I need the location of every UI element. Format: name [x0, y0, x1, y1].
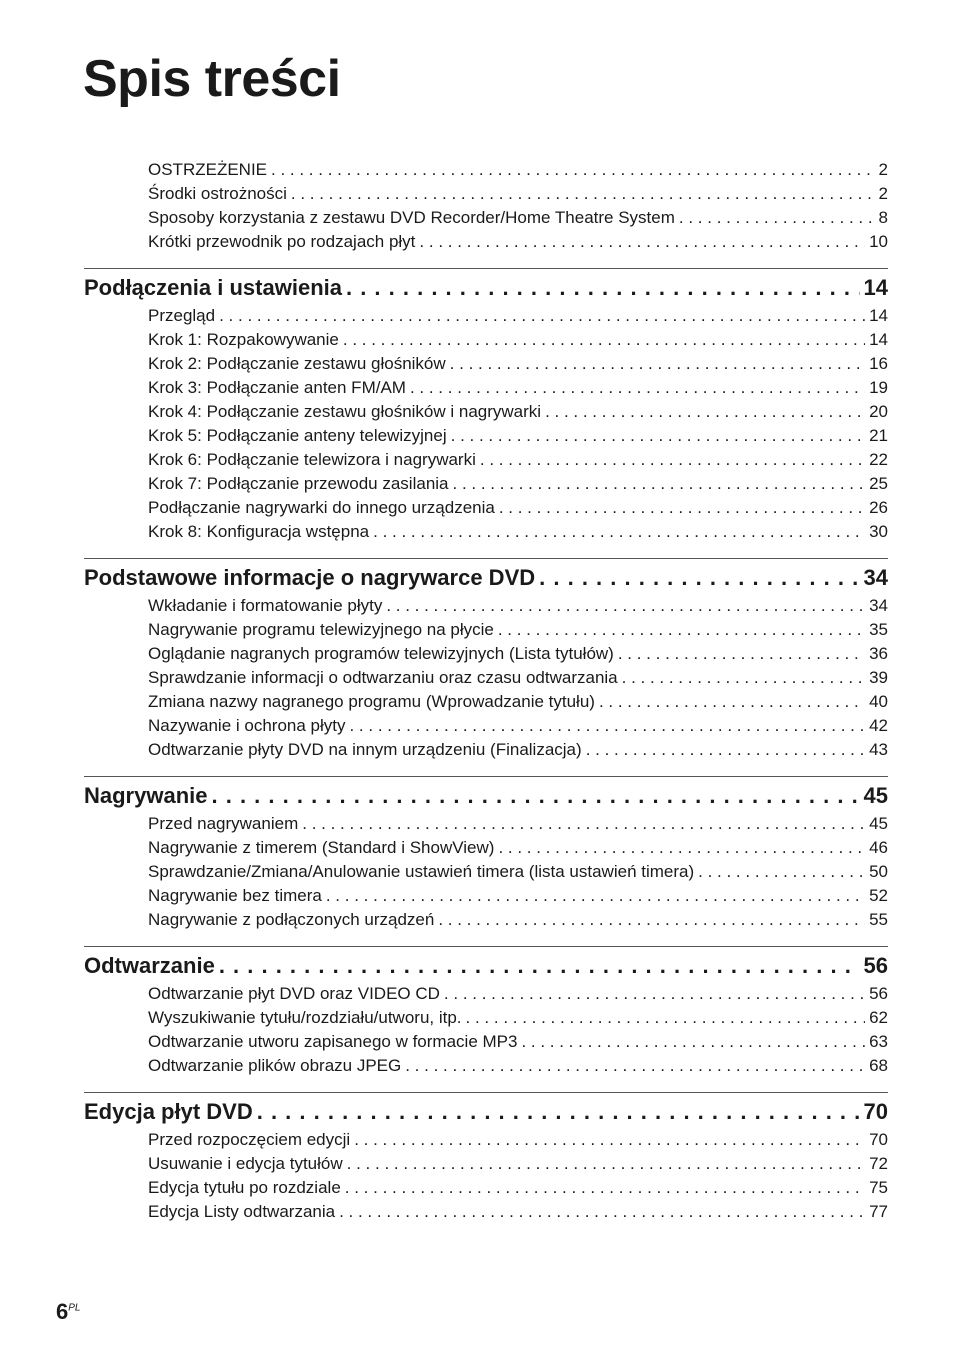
toc-entry-title: Sprawdzanie/Zmiana/Anulowanie ustawień timera (lista ustawień timera)	[148, 862, 695, 881]
toc-entry[interactable]	[84, 520, 888, 544]
toc-entry-page-number: 25	[869, 474, 888, 493]
toc-entry[interactable]	[84, 690, 888, 714]
section-heading-title: Podłączenia i ustawienia	[84, 275, 342, 300]
toc-entry-title: Sposoby korzystania z zestawu DVD Recorder/Home Theatre System	[148, 208, 675, 227]
toc-entry-page-number: 8	[878, 208, 888, 227]
toc-entry-page-number: 36	[869, 644, 888, 663]
toc-entry-title: Krok 7: Podłączanie przewodu zasilania	[148, 474, 449, 493]
language-suffix: PL	[68, 1302, 81, 1314]
section-heading-title: Podstawowe informacje o nagrywarce DVD	[84, 565, 536, 590]
toc-entry-title: Edycja Listy odtwarzania	[148, 1202, 336, 1221]
toc-entry[interactable]	[84, 230, 888, 254]
toc-entry[interactable]	[84, 738, 888, 762]
toc-entry-page-number: 42	[869, 716, 888, 735]
toc-entry-title: Oglądanie nagranych programów telewizyjnych (Lista tytułów)	[148, 644, 614, 663]
toc-entry-title: Nagrywanie programu telewizyjnego na płycie	[148, 620, 494, 639]
toc-entry-page-number: 45	[869, 814, 888, 833]
section-heading-title: Nagrywanie	[84, 783, 208, 808]
toc-entry[interactable]	[84, 1054, 888, 1078]
toc-entry-page-number: 62	[869, 1008, 888, 1027]
dot-leader	[586, 738, 865, 762]
toc-entry-page-number: 34	[869, 596, 888, 615]
toc-entry-page-number: 10	[869, 232, 888, 251]
page-title: Spis treści	[83, 50, 341, 108]
dot-leader	[291, 182, 875, 206]
toc-section	[84, 268, 888, 544]
dot-leader	[545, 400, 865, 424]
toc-entry-page-number: 68	[869, 1056, 888, 1075]
dot-leader	[212, 780, 860, 812]
dot-leader	[373, 520, 865, 544]
toc-entry-title: Krok 3: Podłączanie anten FM/AM	[148, 378, 406, 397]
toc-entry[interactable]	[84, 1176, 888, 1200]
toc-entry-page-number: 46	[869, 838, 888, 857]
toc-entry-title: OSTRZEŻENIE	[148, 160, 268, 179]
section-heading-page-number: 45	[863, 783, 888, 808]
dot-leader	[339, 1200, 865, 1224]
section-heading[interactable]	[84, 562, 888, 594]
toc-entry-page-number: 19	[869, 378, 888, 397]
dot-leader	[451, 424, 865, 448]
toc-entry-title: Przegląd	[148, 306, 216, 325]
toc-entry-title: Krok 2: Podłączanie zestawu głośników	[148, 354, 446, 373]
dot-leader	[444, 982, 865, 1006]
toc-entry[interactable]	[84, 182, 888, 206]
toc-entry[interactable]	[84, 352, 888, 376]
toc-entry-page-number: 77	[869, 1202, 888, 1221]
toc-entry[interactable]	[84, 1030, 888, 1054]
toc-entry[interactable]	[84, 1128, 888, 1152]
toc-entry[interactable]	[84, 666, 888, 690]
toc-entry-title: Krok 1: Rozpakowywanie	[148, 330, 339, 349]
toc-entry-title: Zmiana nazwy nagranego programu (Wprowadzanie tytułu)	[148, 692, 595, 711]
toc-entry-page-number: 55	[869, 910, 888, 929]
dot-leader	[354, 1128, 865, 1152]
toc-entry-title: Krótki przewodnik po rodzajach płyt	[148, 232, 416, 251]
dot-leader	[498, 836, 865, 860]
section-heading-title: Edycja płyt DVD	[84, 1099, 253, 1124]
toc-entry-title: Środki ostrożności	[148, 184, 287, 203]
toc-entry-page-number: 2	[878, 160, 888, 179]
toc-entry-page-number: 56	[869, 984, 888, 1003]
dot-leader	[679, 206, 875, 230]
toc-section	[84, 1092, 888, 1224]
toc-entry-title: Odtwarzanie utworu zapisanego w formacie MP3	[148, 1032, 518, 1051]
intro-section	[84, 158, 888, 254]
page-number-value: 6	[56, 1299, 69, 1324]
section-heading[interactable]	[84, 780, 888, 812]
toc-section	[84, 558, 888, 762]
toc-section	[84, 946, 888, 1078]
dot-leader	[343, 328, 865, 352]
dot-leader	[347, 1152, 865, 1176]
dot-leader	[466, 1006, 866, 1030]
toc-entry-page-number: 22	[869, 450, 888, 469]
toc-entry-title: Nagrywanie z timerem (Standard i ShowView)	[148, 838, 495, 857]
toc-entry-page-number: 40	[869, 692, 888, 711]
section-heading-page-number: 70	[863, 1099, 888, 1124]
toc-entry-title: Przed rozpoczęciem edycji	[148, 1130, 351, 1149]
toc-entry-title: Sprawdzanie informacji o odtwarzaniu oraz czasu odtwarzania	[148, 668, 618, 687]
toc-entry-page-number: 2	[878, 184, 888, 203]
dot-leader	[386, 594, 865, 618]
toc-entry[interactable]	[84, 812, 888, 836]
toc-entry-title: Odtwarzanie płyty DVD na innym urządzeniu (Finalizacja)	[148, 740, 582, 759]
toc-entry[interactable]	[84, 836, 888, 860]
toc-entry-page-number: 20	[869, 402, 888, 421]
toc-entry[interactable]	[84, 328, 888, 352]
toc-entry-page-number: 43	[869, 740, 888, 759]
dot-leader	[539, 562, 859, 594]
table-of-contents	[84, 158, 888, 1224]
dot-leader	[346, 272, 860, 304]
dot-leader	[302, 812, 865, 836]
dot-leader	[698, 860, 865, 884]
toc-entry[interactable]	[84, 448, 888, 472]
toc-entry[interactable]	[84, 860, 888, 884]
dot-leader	[349, 714, 865, 738]
dot-leader	[622, 666, 865, 690]
toc-entry[interactable]	[84, 376, 888, 400]
dot-leader	[521, 1030, 865, 1054]
dot-leader	[618, 642, 865, 666]
toc-entry[interactable]	[84, 982, 888, 1006]
page-number	[56, 1299, 80, 1325]
dot-leader	[257, 1096, 860, 1128]
dot-leader	[219, 304, 865, 328]
toc-entry[interactable]	[84, 1200, 888, 1224]
toc-entry[interactable]	[84, 496, 888, 520]
toc-entry-title: Przed nagrywaniem	[148, 814, 299, 833]
toc-entry[interactable]	[84, 206, 888, 230]
section-heading-page-number: 56	[863, 953, 888, 978]
toc-entry-page-number: 75	[869, 1178, 888, 1197]
toc-entry[interactable]	[84, 1152, 888, 1176]
toc-entry-page-number: 63	[869, 1032, 888, 1051]
dot-leader	[499, 496, 865, 520]
toc-entry-page-number: 35	[869, 620, 888, 639]
toc-entry-page-number: 72	[869, 1154, 888, 1173]
toc-entry-page-number: 14	[869, 306, 888, 325]
dot-leader	[410, 376, 865, 400]
dot-leader	[453, 472, 866, 496]
dot-leader	[345, 1176, 865, 1200]
toc-entry-page-number: 14	[869, 330, 888, 349]
toc-entry-title: Wyszukiwanie tytułu/rozdziału/utworu, itp.	[148, 1008, 462, 1027]
section-heading-page-number: 34	[863, 565, 888, 590]
toc-entry-title: Krok 4: Podłączanie zestawu głośników i nagrywarki	[148, 402, 542, 421]
dot-leader	[419, 230, 865, 254]
toc-entry-title: Nazywanie i ochrona płyty	[148, 716, 346, 735]
toc-entry-title: Edycja tytułu po rozdziale	[148, 1178, 341, 1197]
toc-entry[interactable]	[84, 908, 888, 932]
toc-entry-title: Nagrywanie bez timera	[148, 886, 322, 905]
toc-entry-page-number: 16	[869, 354, 888, 373]
section-heading-page-number: 14	[863, 275, 888, 300]
section-heading[interactable]	[84, 950, 888, 982]
dot-leader	[438, 908, 865, 932]
toc-entry[interactable]	[84, 594, 888, 618]
toc-section	[84, 776, 888, 932]
toc-entry-title: Nagrywanie z podłączonych urządzeń	[148, 910, 435, 929]
toc-entry[interactable]	[84, 424, 888, 448]
toc-entry-page-number: 70	[869, 1130, 888, 1149]
toc-entry[interactable]	[84, 884, 888, 908]
toc-entry[interactable]	[84, 304, 888, 328]
section-heading-title: Odtwarzanie	[84, 953, 215, 978]
toc-entry[interactable]	[84, 714, 888, 738]
dot-leader	[480, 448, 865, 472]
toc-entry-title: Usuwanie i edycja tytułów	[148, 1154, 343, 1173]
toc-entry-page-number: 39	[869, 668, 888, 687]
toc-entry-page-number: 21	[869, 426, 888, 445]
dot-leader	[219, 950, 860, 982]
toc-entry[interactable]	[84, 1006, 888, 1030]
toc-entry[interactable]	[84, 642, 888, 666]
toc-entry-title: Krok 5: Podłączanie anteny telewizyjnej	[148, 426, 447, 445]
dot-leader	[271, 158, 875, 182]
toc-entry-page-number: 30	[869, 522, 888, 541]
toc-entry-page-number: 50	[869, 862, 888, 881]
toc-entry[interactable]	[84, 618, 888, 642]
section-heading[interactable]	[84, 272, 888, 304]
toc-entry[interactable]	[84, 472, 888, 496]
dot-leader	[498, 618, 865, 642]
toc-entry[interactable]	[84, 158, 888, 182]
toc-entry-title: Podłączanie nagrywarki do innego urządzenia	[148, 498, 495, 517]
dot-leader	[450, 352, 865, 376]
toc-entry-title: Krok 8: Konfiguracja wstępna	[148, 522, 370, 541]
toc-entry-title: Krok 6: Podłączanie telewizora i nagrywarki	[148, 450, 476, 469]
toc-entry-title: Odtwarzanie płyt DVD oraz VIDEO CD	[148, 984, 440, 1003]
toc-entry-title: Wkładanie i formatowanie płyty	[148, 596, 383, 615]
dot-leader	[599, 690, 865, 714]
dot-leader	[326, 884, 865, 908]
toc-entry-page-number: 52	[869, 886, 888, 905]
section-heading[interactable]	[84, 1096, 888, 1128]
toc-entry[interactable]	[84, 400, 888, 424]
dot-leader	[405, 1054, 865, 1078]
toc-entry-page-number: 26	[869, 498, 888, 517]
toc-entry-title: Odtwarzanie plików obrazu JPEG	[148, 1056, 402, 1075]
